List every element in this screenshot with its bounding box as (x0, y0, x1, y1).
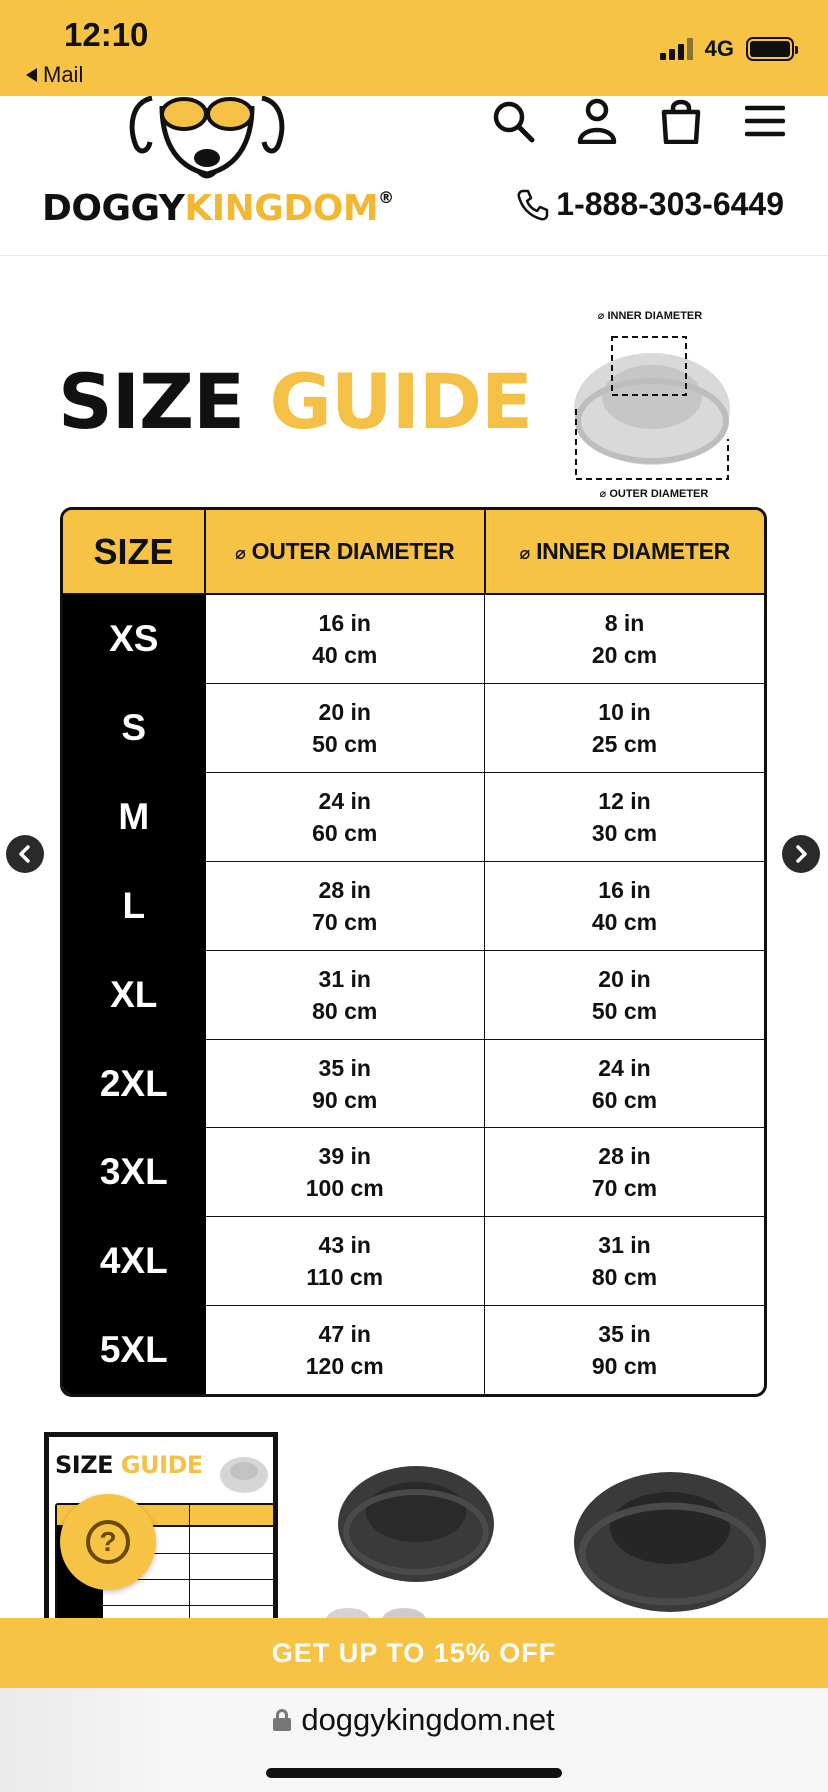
size-label-cell: 3XL (63, 1128, 205, 1217)
inner-diameter-cell (485, 861, 765, 950)
size-label-cell: XL (63, 950, 205, 1039)
size-guide-title: SIZE GUIDE (58, 357, 532, 446)
size-label-cell: 2XL (63, 1039, 205, 1128)
table-row (63, 772, 764, 861)
size-chart-table (60, 507, 767, 1397)
status-indicators (660, 36, 794, 62)
inner-diameter-inches: 20 in (598, 965, 651, 992)
inner-diameter-cell (485, 772, 765, 861)
back-to-mail-link[interactable] (26, 62, 83, 88)
inner-diameter-centimeters: 25 cm (591, 731, 658, 757)
outer-diameter-cell (205, 1306, 485, 1394)
table-row (63, 1039, 764, 1128)
table-row (63, 684, 764, 773)
inner-diameter-cell (485, 1039, 765, 1128)
help-button[interactable] (60, 1494, 156, 1590)
outer-diameter-inches: 28 in (318, 876, 371, 903)
inner-diameter-inches: 35 in (598, 1321, 651, 1348)
outer-diameter-inches: 24 in (318, 787, 371, 814)
home-indicator[interactable] (266, 1768, 562, 1778)
inner-diameter-centimeters: 60 cm (591, 1086, 658, 1113)
inner-diameter-inches: 8 in (604, 610, 645, 637)
outer-diameter-cell (205, 1217, 485, 1306)
inner-diameter-cell (485, 684, 765, 773)
outer-diameter-inches: 43 in (318, 1232, 371, 1259)
outer-diameter-inches: 31 in (318, 965, 371, 992)
menu-icon[interactable] (742, 98, 788, 144)
outer-diameter-inches: 47 in (318, 1321, 371, 1348)
size-label-cell: XS (63, 594, 205, 684)
phone-number: 1-888-303-6449 (556, 186, 784, 222)
inner-diameter-centimeters: 40 cm (591, 908, 658, 935)
inner-diameter-cell (485, 1306, 765, 1394)
inner-diameter-centimeters: 50 cm (591, 997, 658, 1024)
url-display[interactable] (0, 1702, 828, 1738)
outer-diameter-cell (205, 684, 485, 773)
size-label-cell: L (63, 861, 205, 950)
outer-diameter-cell (205, 861, 485, 950)
cart-icon[interactable] (658, 98, 704, 144)
outer-diameter-centimeters: 60 cm (312, 819, 378, 846)
inner-diameter-centimeters: 30 cm (591, 819, 658, 846)
doggy-kingdom-logo[interactable] (40, 96, 394, 236)
back-app-label: Mail (43, 62, 84, 87)
diameter-icon: ⌀ (235, 543, 246, 563)
outer-diameter-inches: 16 in (318, 610, 371, 637)
signal-strength-icon (660, 38, 693, 60)
inner-diameter-inches: 10 in (598, 699, 651, 725)
promo-text: GET UP TO 15% OFF (271, 1637, 557, 1668)
dark-bed-icon (566, 1432, 786, 1622)
site-header (0, 96, 828, 256)
inner-diameter-inches: 28 in (598, 1143, 651, 1170)
header-actions (490, 96, 788, 146)
inner-diameter-cell (485, 594, 765, 684)
next-image-button[interactable] (782, 835, 820, 873)
chevron-left-icon (16, 845, 34, 863)
table-row (63, 594, 764, 684)
outer-diameter-centimeters: 90 cm (312, 1086, 378, 1113)
url-domain: doggykingdom.net (301, 1702, 555, 1737)
dog-mascot-icon (122, 96, 292, 188)
logo-wordmark: DOGGYKINGDOM® (42, 188, 394, 229)
thumbnail-title: SIZE GUIDE (55, 1451, 203, 1479)
inner-diameter-cell (485, 1217, 765, 1306)
outer-diameter-centimeters: 40 cm (312, 642, 378, 669)
lock-icon (273, 1709, 291, 1731)
size-label-cell: M (63, 772, 205, 861)
inner-diameter-cell (485, 950, 765, 1039)
size-label-cell: 4XL (63, 1217, 205, 1306)
phone-link[interactable] (516, 186, 784, 223)
status-bar (0, 0, 828, 96)
outer-diameter-cell (205, 772, 485, 861)
outer-diameter-centimeters: 70 cm (312, 908, 378, 935)
question-mark-icon: ? (86, 1520, 130, 1564)
table-row (63, 1217, 764, 1306)
inner-diameter-centimeters: 20 cm (591, 642, 658, 669)
table-row (63, 861, 764, 950)
table-row (63, 1128, 764, 1217)
outer-diameter-cell (205, 1128, 485, 1217)
inner-diameter-centimeters: 90 cm (591, 1353, 658, 1380)
thumbnail-dark-bed-2[interactable] (566, 1432, 786, 1622)
outer-diameter-centimeters: 120 cm (305, 1353, 384, 1380)
inner-diameter-column-header: ⌀ INNER DIAMETER (485, 510, 765, 594)
outer-diameter-cell (205, 594, 485, 684)
table-row (63, 1306, 764, 1394)
status-time: 12:10 (64, 16, 149, 53)
bed-diagram (570, 309, 740, 499)
outer-diameter-centimeters: 80 cm (312, 997, 378, 1024)
outer-diameter-column-header: ⌀ OUTER DIAMETER (205, 510, 485, 594)
promo-banner[interactable] (0, 1618, 828, 1688)
size-column-header: SIZE (63, 510, 205, 594)
dark-bed-icon (318, 1432, 518, 1622)
inner-diameter-inches: 16 in (598, 876, 651, 903)
outer-diameter-centimeters: 110 cm (306, 1264, 384, 1291)
outer-diameter-inches: 35 in (318, 1054, 371, 1081)
outer-diameter-centimeters: 100 cm (305, 1175, 384, 1202)
inner-diameter-caption: ⌀ INNER DIAMETER (597, 310, 703, 322)
thumbnail-dark-bed-1[interactable] (318, 1432, 518, 1622)
size-label-cell: 5XL (63, 1306, 205, 1394)
inner-diameter-inches: 12 in (598, 787, 651, 814)
phone-icon (516, 188, 550, 222)
inner-diameter-centimeters: 70 cm (591, 1175, 658, 1202)
size-label-cell: S (63, 684, 205, 773)
battery-icon (746, 37, 794, 61)
chevron-right-icon (792, 845, 810, 863)
inner-diameter-centimeters: 80 cm (591, 1264, 658, 1291)
previous-image-button[interactable] (6, 835, 44, 873)
outer-diameter-inches: 39 in (318, 1143, 371, 1170)
inner-diameter-cell (485, 1128, 765, 1217)
inner-diameter-inches: 24 in (598, 1054, 651, 1081)
product-image-gallery[interactable] (0, 257, 828, 1415)
diameter-icon: ⌀ (519, 543, 531, 563)
outer-diameter-cell (205, 1039, 485, 1128)
outer-diameter-centimeters: 50 cm (312, 731, 378, 757)
search-icon[interactable] (490, 98, 536, 144)
back-arrow-icon (26, 68, 37, 82)
inner-diameter-inches: 31 in (598, 1232, 651, 1259)
account-icon[interactable] (574, 98, 620, 144)
browser-url-bar[interactable] (0, 1688, 828, 1792)
network-type: 4G (704, 36, 734, 61)
outer-diameter-cell (205, 950, 485, 1039)
table-row (63, 950, 764, 1039)
bed-thumbnail-icon (215, 1443, 273, 1501)
outer-diameter-inches: 20 in (318, 699, 371, 725)
outer-diameter-caption: ⌀ OUTER DIAMETER (599, 488, 709, 500)
